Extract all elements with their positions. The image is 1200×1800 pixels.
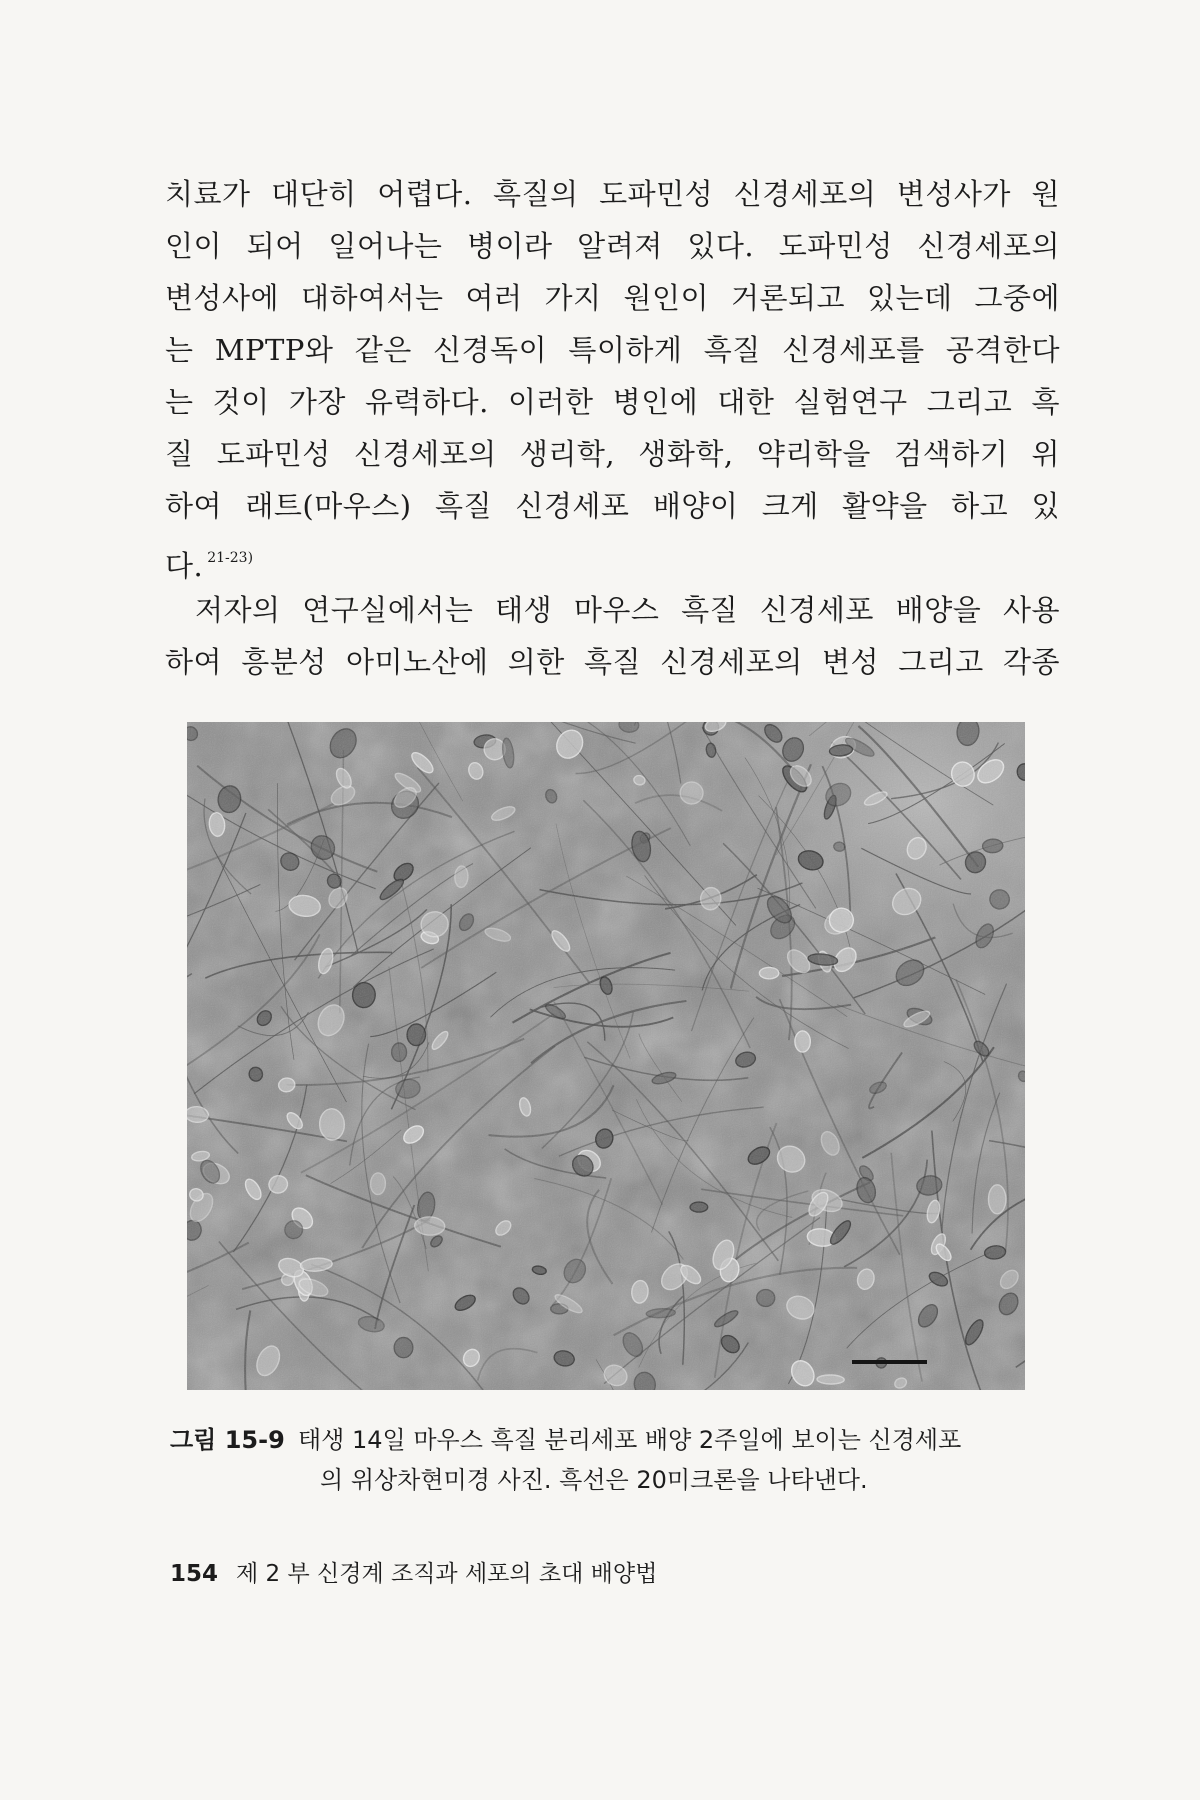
figure-caption	[170, 1420, 1050, 1500]
page-number: 154	[170, 1561, 219, 1587]
page-footer	[170, 1555, 657, 1588]
text-line-2: 인이 되어 일어나는 병이라 알려져 있다. 도파민성 신경세포의	[165, 229, 1060, 263]
micrograph-figure	[187, 722, 1025, 1390]
text-line-5: 는 것이 가장 유력하다. 이러한 병인에 대한 실험연구 그리고 흑	[165, 385, 1060, 419]
text-line-10: 하여 흥분성 아미노산에 의한 흑질 신경세포의 변성 그리고 각종	[165, 645, 1060, 679]
caption-line-2: 의 위상차현미경 사진. 흑선은 20미크론을 나타낸다.	[320, 1466, 868, 1494]
figure-label: 그림 15-9	[170, 1426, 285, 1454]
reference-superscript: 21-23)	[207, 550, 254, 566]
text-line-9: 저자의 연구실에서는 태생 마우스 흑질 신경세포 배양을 사용	[195, 593, 1060, 627]
text-line-7: 하여 래트(마우스) 흑질 신경세포 배양이 크게 활약을 하고 있	[165, 489, 1060, 523]
caption-text-1: 태생 14일 마우스 흑질 분리세포 배양 2주일에 보이는 신경세포	[298, 1426, 962, 1454]
body-text	[165, 168, 1060, 688]
text-line-6: 질 도파민성 신경세포의 생리학, 생화학, 약리학을 검색하기 위	[165, 437, 1060, 471]
text-line-8	[165, 532, 1060, 584]
phase-contrast-micrograph	[187, 722, 1025, 1390]
caption-line-1	[170, 1420, 1050, 1460]
line-8-text: 다.	[165, 549, 204, 583]
text-line-1: 치료가 대단히 어렵다. 흑질의 도파민성 신경세포의 변성사가 원	[165, 177, 1060, 211]
text-line-4: 는 MPTP와 같은 신경독이 특이하게 흑질 신경세포를 공격한다	[165, 333, 1060, 367]
text-line-3: 변성사에 대하여서는 여러 가지 원인이 거론되고 있는데 그중에	[165, 281, 1060, 315]
running-title: 제 2 부 신경계 조직과 세포의 초대 배양법	[236, 1561, 658, 1587]
